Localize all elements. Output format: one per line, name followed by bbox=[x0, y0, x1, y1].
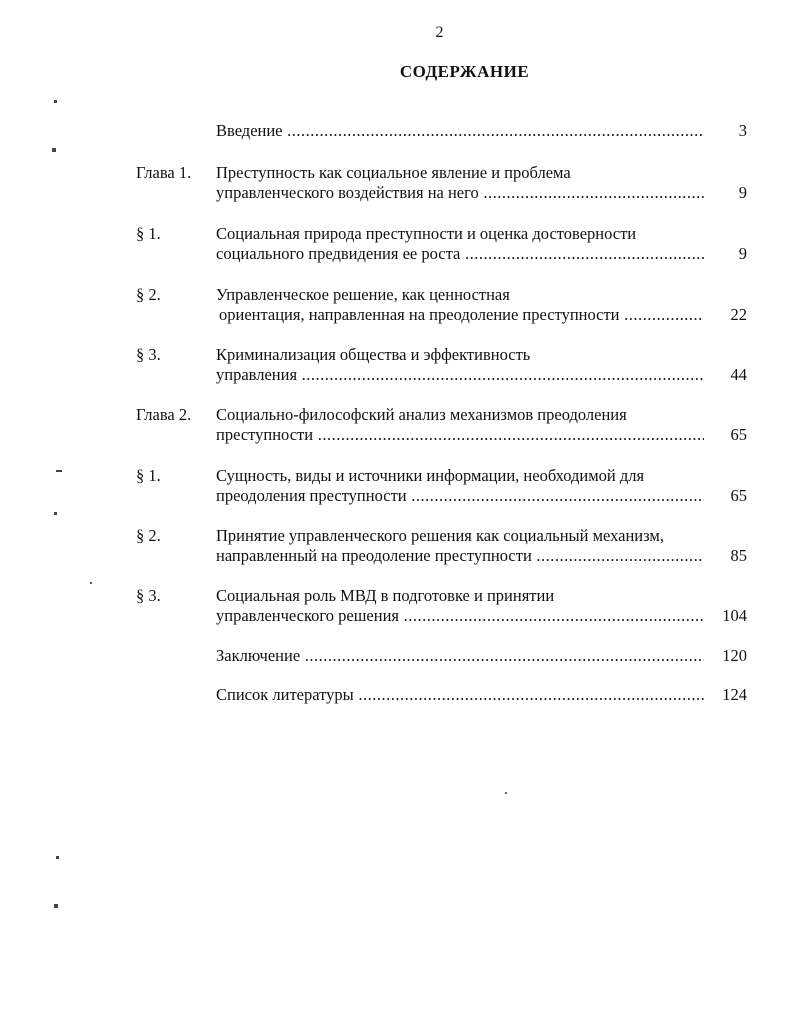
scan-speck bbox=[56, 470, 62, 472]
toc-entry-line: управленческого воздействия на него ..... bbox=[216, 183, 704, 203]
toc-entry-label: § 1. bbox=[136, 466, 161, 485]
toc-entry-line: социального предвидения ее роста ..... bbox=[216, 244, 704, 264]
toc-entry-line: Социальная роль МВД в подготовке и принятии bbox=[216, 586, 555, 605]
toc-entry-page: 22 bbox=[730, 305, 747, 324]
toc-entry-title bbox=[216, 466, 704, 506]
toc-entry-line: ориентация, направленная на преодоление преступности ..... bbox=[216, 305, 704, 325]
toc-entry-title bbox=[216, 586, 704, 626]
toc-entry-page: 65 bbox=[730, 425, 747, 444]
toc-entry-page: 104 bbox=[722, 606, 747, 625]
toc-entry-title bbox=[216, 646, 704, 666]
page-title: СОДЕРЖАНИЕ bbox=[399, 62, 530, 81]
toc-entry-line: преступности ..... bbox=[216, 425, 704, 445]
toc-entry-title bbox=[216, 121, 704, 141]
toc-entry-label: Глава 2. bbox=[136, 405, 192, 424]
toc-entry-label: § 3. bbox=[136, 586, 161, 605]
toc-entry-line: Управленческое решение, как ценностная bbox=[216, 285, 510, 304]
toc-entry-title bbox=[216, 405, 704, 445]
toc-entry-line: Заключение ..... bbox=[216, 646, 704, 666]
toc-entry-line: Список литературы ..... bbox=[216, 685, 704, 705]
toc-entry-line: Криминализация общества и эффективность bbox=[216, 345, 531, 364]
toc-entry-title bbox=[216, 526, 704, 566]
toc-entry-page: 120 bbox=[722, 646, 747, 665]
scan-speck bbox=[54, 904, 58, 908]
toc-entry-page: 65 bbox=[730, 486, 747, 505]
toc-entry-page: 3 bbox=[738, 121, 747, 140]
toc-entry-page: 44 bbox=[730, 365, 747, 384]
toc-entry-label: § 1. bbox=[136, 224, 161, 243]
toc-entry-line: Введение ..... bbox=[216, 121, 704, 141]
toc-entry-line: Социальная природа преступности и оценка достоверности bbox=[216, 224, 637, 243]
scan-speck bbox=[90, 582, 92, 584]
toc-entry-page: 9 bbox=[738, 244, 747, 263]
toc-entry-title bbox=[216, 163, 704, 203]
toc-entry-title bbox=[216, 685, 704, 705]
scan-speck bbox=[54, 512, 57, 515]
scan-speck bbox=[52, 148, 56, 152]
toc-entry-label: Глава 1. bbox=[136, 163, 192, 182]
toc-entry-title bbox=[216, 345, 704, 385]
toc-entry-label: § 2. bbox=[136, 526, 161, 545]
toc-entry-line: управления ..... bbox=[216, 365, 704, 385]
scan-speck bbox=[54, 100, 57, 103]
toc-entry-line: управленческого решения ..... bbox=[216, 606, 704, 626]
scan-speck bbox=[505, 792, 507, 794]
toc-entry-label: § 3. bbox=[136, 345, 161, 364]
scan-speck bbox=[56, 856, 59, 859]
toc-entry-line: Социально-философский анализ механизмов преодоления bbox=[216, 405, 627, 424]
toc-entry-page: 124 bbox=[722, 685, 747, 704]
toc-entry-page: 85 bbox=[730, 546, 747, 565]
toc-entry-line: направленный на преодоление преступности ..... bbox=[216, 546, 704, 566]
toc-entry-page: 9 bbox=[738, 183, 747, 202]
toc-entry-label: § 2. bbox=[136, 285, 161, 304]
toc-entry-line: Сущность, виды и источники информации, необходимой для bbox=[216, 466, 645, 485]
toc-entry-line: Преступность как социальное явление и проблема bbox=[216, 163, 571, 182]
toc-entry-title bbox=[216, 224, 704, 264]
page-number: 2 bbox=[435, 24, 444, 41]
toc-entry-line: преодоления преступности ..... bbox=[216, 486, 704, 506]
toc-entry-title bbox=[216, 285, 704, 325]
toc-entry-line: Принятие управленческого решения как социальный механизм, bbox=[216, 526, 664, 545]
